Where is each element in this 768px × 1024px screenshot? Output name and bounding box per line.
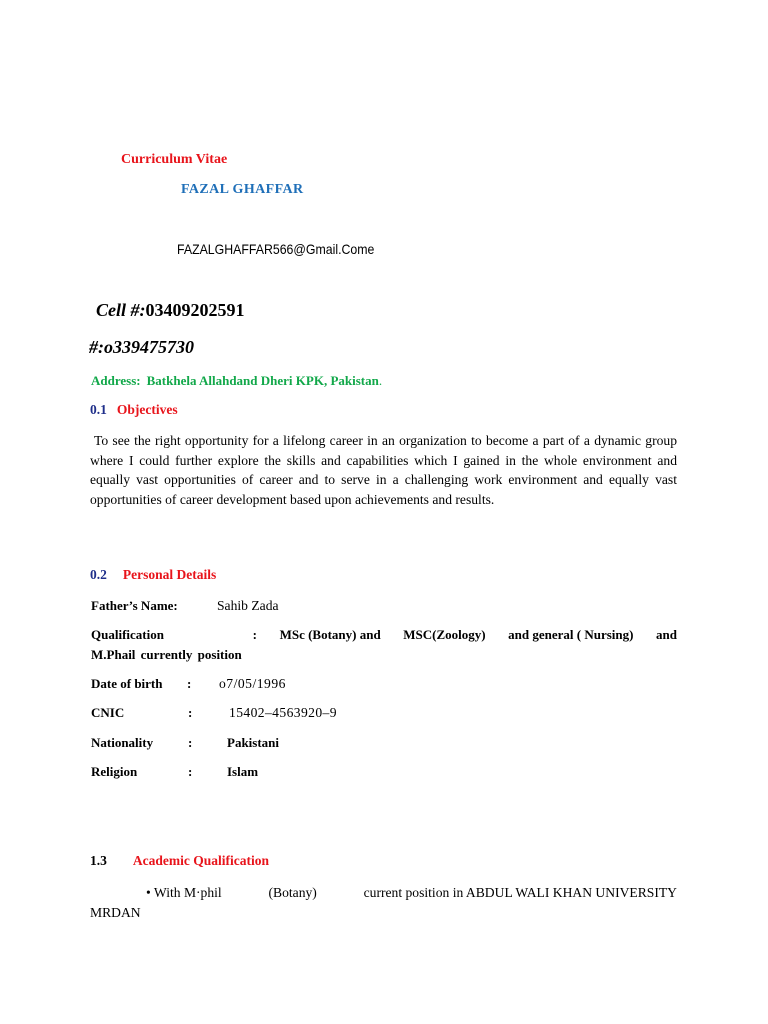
- qualification-label: Qualification: [91, 627, 164, 642]
- section-number: 0.2: [90, 567, 107, 582]
- qualification-part: and general ( Nursing): [508, 627, 634, 642]
- cnic-value: 15402–4563920–9: [229, 705, 337, 720]
- full-name: FAZAL GHAFFAR: [181, 182, 304, 197]
- section-heading-objectives: [90, 402, 178, 418]
- qualification-colon: :: [252, 627, 257, 642]
- cnic-label: CNIC: [91, 705, 125, 720]
- cell-number-line: [96, 300, 245, 321]
- section-number: 0.1: [90, 402, 107, 417]
- qualification-label-group: [91, 627, 257, 643]
- academic-item-part: • With M·phil: [146, 885, 222, 900]
- address-end: .: [378, 373, 383, 388]
- father-name-label: Father’s Name:: [91, 598, 178, 613]
- academic-list: [90, 883, 677, 923]
- email-text: [177, 241, 401, 257]
- objective-paragraph: [90, 431, 677, 509]
- cell-number: 03409202591: [145, 300, 245, 320]
- date-of-birth-value: o7/05/1996: [219, 676, 286, 691]
- qualification-part: MSC(Zoology): [403, 627, 486, 642]
- academic-item-part: current position in ABDUL WALI KHAN UNIVERSITY: [363, 885, 677, 900]
- address-value: Batkhela Allahdand Dheri KPK, Pakistan: [146, 373, 379, 388]
- academic-item-continuation: MRDAN: [90, 905, 141, 920]
- academic-item-part: (Botany): [268, 885, 317, 900]
- section-title: Objectives: [116, 402, 178, 417]
- alt-phone-number: #:o339475730: [89, 337, 194, 357]
- cnic-colon: :: [188, 705, 193, 720]
- section-heading-personal-details: [90, 567, 216, 583]
- qualification-part: MSc (Botany) and: [279, 627, 381, 642]
- qualification-line-2: M.Phail currently position: [91, 647, 242, 662]
- nationality-value: Pakistani: [227, 735, 280, 750]
- date-of-birth-label: Date of birth: [91, 676, 163, 691]
- cell-label: Cell #:: [96, 300, 146, 320]
- section-number: 1.3: [90, 853, 107, 868]
- religion-label: Religion: [91, 764, 138, 779]
- objective-text: To see the right opportunity for a lifelong career in an organization to become a part of a dynamic group where I could further explore the skills and capabilities which I gained in the whole environment and equally vast opportunities of career and to serve in a challenging work environment and equally vast opportunities of career development based upon achievements and results.: [90, 433, 677, 507]
- nationality-label: Nationality: [91, 735, 154, 750]
- qualification-line-1: [91, 627, 677, 643]
- section-title: Academic Qualification: [132, 853, 269, 868]
- section-heading-academic-qualification: [90, 853, 269, 869]
- address-line: [91, 373, 382, 389]
- list-item: [90, 883, 677, 903]
- religion-colon: :: [188, 764, 193, 779]
- religion-value: Islam: [227, 764, 259, 779]
- email-value: FAZALGHAFFAR566@Gmail.Come: [177, 241, 375, 257]
- nationality-colon: :: [188, 735, 193, 750]
- date-of-birth-colon: :: [187, 676, 192, 691]
- address-label: Address:: [91, 373, 141, 388]
- father-name-value: Sahib Zada: [217, 598, 279, 613]
- cv-title: Curriculum Vitae: [121, 152, 228, 167]
- section-title: Personal Details: [122, 567, 217, 582]
- qualification-part: and: [656, 627, 677, 642]
